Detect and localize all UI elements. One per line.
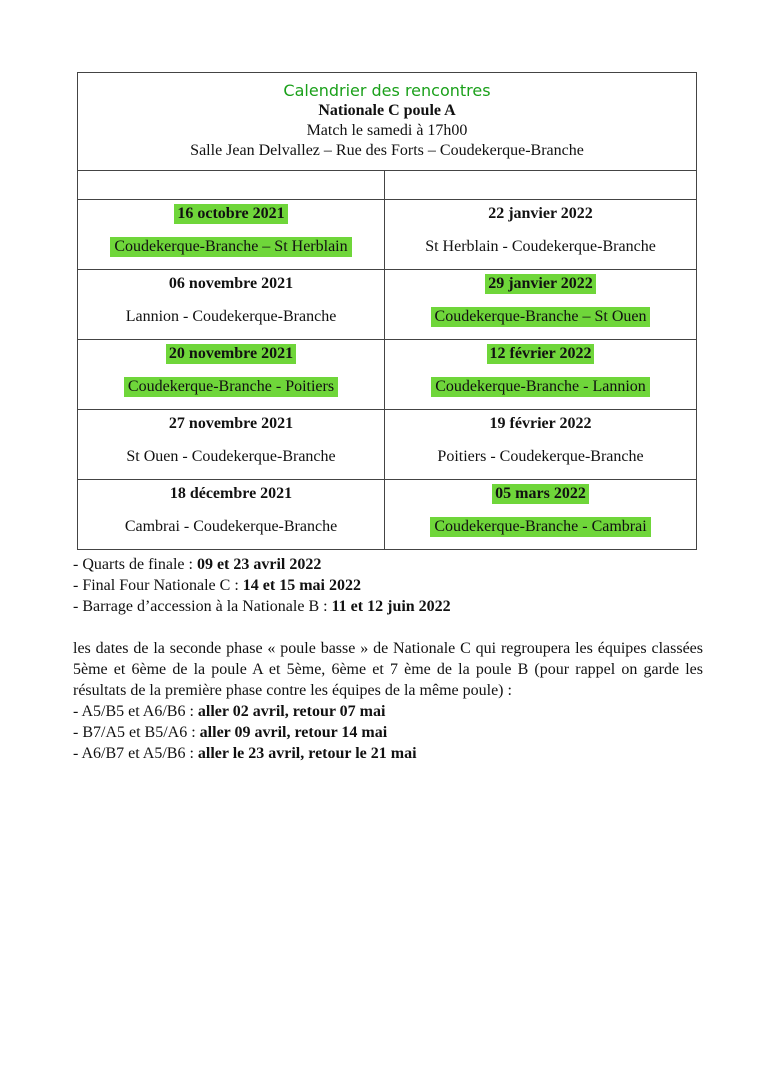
match-teams: Coudekerque-Branche - Lannion (431, 377, 650, 397)
phase-label: - Quarts de finale : (73, 556, 197, 573)
match-time: Match le samedi à 17h00 (306, 122, 468, 139)
empty-cell (78, 171, 385, 200)
pairing-label: - A6/B7 et A5/B6 : (73, 745, 198, 762)
phase-label: - Barrage d’accession à la Nationale B : (73, 598, 332, 615)
second-phase-line (73, 743, 703, 764)
phase-line (73, 575, 703, 596)
match-date: 06 novembre 2021 (168, 275, 294, 292)
match-cell (385, 270, 697, 340)
phase-dates: 11 et 12 juin 2022 (331, 598, 451, 615)
second-phase-line (73, 722, 703, 743)
match-teams: St Herblain - Coudekerque-Branche (425, 238, 656, 255)
match-date: 16 octobre 2021 (174, 204, 287, 224)
spacer (73, 617, 703, 638)
second-phase-paragraph: les dates de la seconde phase « poule basse » de Nationale C qui regroupera les équipes classées 5ème et 6ème de la poule A et 5ème, 6ème et 7 ème de la poule B (pour rappel on garde les résultats de la première phase contre les équipes de la même poule) : (73, 640, 703, 699)
match-cell (78, 270, 385, 340)
match-cell (385, 410, 697, 480)
pairing-dates: aller le 23 avril, retour le 21 mai (197, 745, 417, 762)
match-date: 29 janvier 2022 (485, 274, 596, 294)
calendar-header (78, 73, 697, 171)
match-teams: Lannion - Coudekerque-Branche (125, 308, 337, 325)
pairing-dates: aller 09 avril, retour 14 mai (199, 724, 388, 741)
match-date: 20 novembre 2021 (166, 344, 296, 364)
match-cell (385, 480, 697, 550)
calendar-table (77, 72, 697, 550)
match-teams: Coudekerque-Branche – St Ouen (431, 307, 651, 327)
match-cell (385, 200, 697, 270)
pairing-label: - A5/B5 et A6/B6 : (73, 703, 198, 720)
pairing-label: - B7/A5 et B5/A6 : (73, 724, 200, 741)
empty-cell (385, 171, 697, 200)
match-teams: Coudekerque-Branche - Cambrai (430, 517, 650, 537)
match-cell (78, 410, 385, 480)
notes-section (73, 554, 703, 764)
match-date: 22 janvier 2022 (488, 205, 593, 222)
match-date: 19 février 2022 (489, 415, 592, 432)
match-teams: Cambrai - Coudekerque-Branche (124, 518, 338, 535)
match-date: 18 décembre 2021 (169, 485, 293, 502)
match-teams: Coudekerque-Branche – St Herblain (110, 237, 351, 257)
phase-line (73, 596, 703, 617)
match-date: 05 mars 2022 (492, 484, 589, 504)
match-cell (78, 340, 385, 410)
match-date: 27 novembre 2021 (168, 415, 294, 432)
match-cell (78, 480, 385, 550)
match-teams: Coudekerque-Branche - Poitiers (124, 377, 338, 397)
second-phase-line (73, 701, 703, 722)
calendar-title: Calendrier des rencontres (283, 81, 491, 100)
phase-dates: 14 et 15 mai 2022 (242, 577, 361, 594)
phase-dates: 09 et 23 avril 2022 (196, 556, 322, 573)
phase-line (73, 554, 703, 575)
league-name: Nationale C poule A (318, 102, 456, 119)
match-cell (78, 200, 385, 270)
match-cell (385, 340, 697, 410)
venue: Salle Jean Delvallez – Rue des Forts – Coudekerque-Branche (190, 142, 584, 159)
match-date: 12 février 2022 (487, 344, 595, 364)
pairing-dates: aller 02 avril, retour 07 mai (197, 703, 386, 720)
match-teams: St Ouen - Coudekerque-Branche (126, 448, 336, 465)
match-teams: Poitiers - Coudekerque-Branche (437, 448, 644, 465)
phase-label: - Final Four Nationale C : (73, 577, 243, 594)
